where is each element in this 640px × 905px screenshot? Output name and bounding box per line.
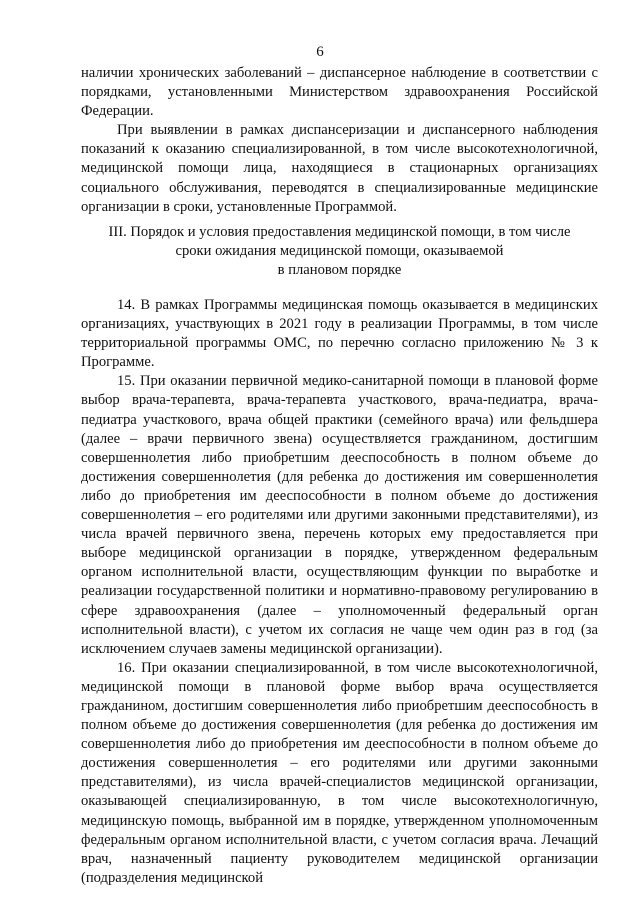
section-heading-line-2: сроки ожидания медицинской помощи, оказываемой bbox=[175, 243, 504, 260]
intro-paragraph-1: наличии хронических заболеваний – диспансерное наблюдение в соответствии с порядками, установленными Министерством здравоохранения Российской Федерации. bbox=[81, 65, 598, 120]
section-heading-line-1: III. Порядок и условия предоставления медицинской помощи, в том числе bbox=[108, 224, 571, 240]
paragraph-16: 16. При оказании специализированной, в том числе высокотехнологичной, медицинской помощи в плановой форме выбор врача осуществляется гражданином, достигшим совершеннолетия либо приобретшим дееспособность в полном объеме до достижения совершеннолетия (для ребенка до достижения им совершеннолетия либо до приобретения им дееспособности в полном объеме до достижения совершеннолетия – его родителями или другими законными представителями), из числа врачей-специалистов медицинской организации, оказывающей специализированную, в том числе высокотехнологичную, медицинскую помощь, выбранной им в порядке, утвержденном уполномоченным федеральным органом исполнительной власти, с учетом согласия врача. Лечащий врач, назначенный пациенту руководителем медицинской организации (подразделения медицинской bbox=[81, 659, 598, 886]
paragraph-14: 14. В рамках Программы медицинская помощь оказывается в медицинских организациях, участвующих в 2021 году в реализации Программы, в том числе территориальной программы ОМС, по перечню согласно приложению № 3 к Программе. bbox=[81, 297, 598, 371]
intro-paragraph-2: При выявлении в рамках диспансеризации и диспансерного наблюдения показаний к оказанию специализированной, в том числе высокотехнологичной, медицинской помощи лица, находящиеся в стационарных организациях социального обслуживания, переводятся в специализированные медицинские организации в сроки, установленные Программой. bbox=[81, 122, 598, 215]
paragraph-15: 15. При оказании первичной медико-санитарной помощи в плановой форме выбор врача-терапевта, врача-терапевта участкового, врача-педиатра, врача-педиатра участкового, врача общей практики (семейного врача) или фельдшера (далее – врачи первичного звена) осуществляется гражданином, достигшим совершеннолетия либо приобретшим дееспособность в полном объеме до достижения совершеннолетия (для ребенка до достижения им совершеннолетия либо до приобретения им дееспособности в полном объеме до достижения совершеннолетия – его родителями или другими законными представителями), из числа врачей первичного звена, перечень которых ему предоставляется при выборе медицинской организации в порядке, утвержденном федеральным органом исполнительной власти, осуществляющим функции по выработке и реализации государственной политики и нормативно-правовому регулированию в сфере здравоохранения (далее – уполномоченный федеральный орган исполнительной власти), с учетом их согласия не чаще чем один раз в год (за исключением случаев замены медицинской организации). bbox=[81, 373, 598, 657]
section-heading bbox=[81, 223, 598, 280]
intro-block bbox=[81, 64, 598, 217]
section-heading-line-3: в плановом порядке bbox=[277, 262, 402, 279]
page-number: 6 bbox=[316, 44, 324, 60]
section-body bbox=[81, 296, 598, 888]
